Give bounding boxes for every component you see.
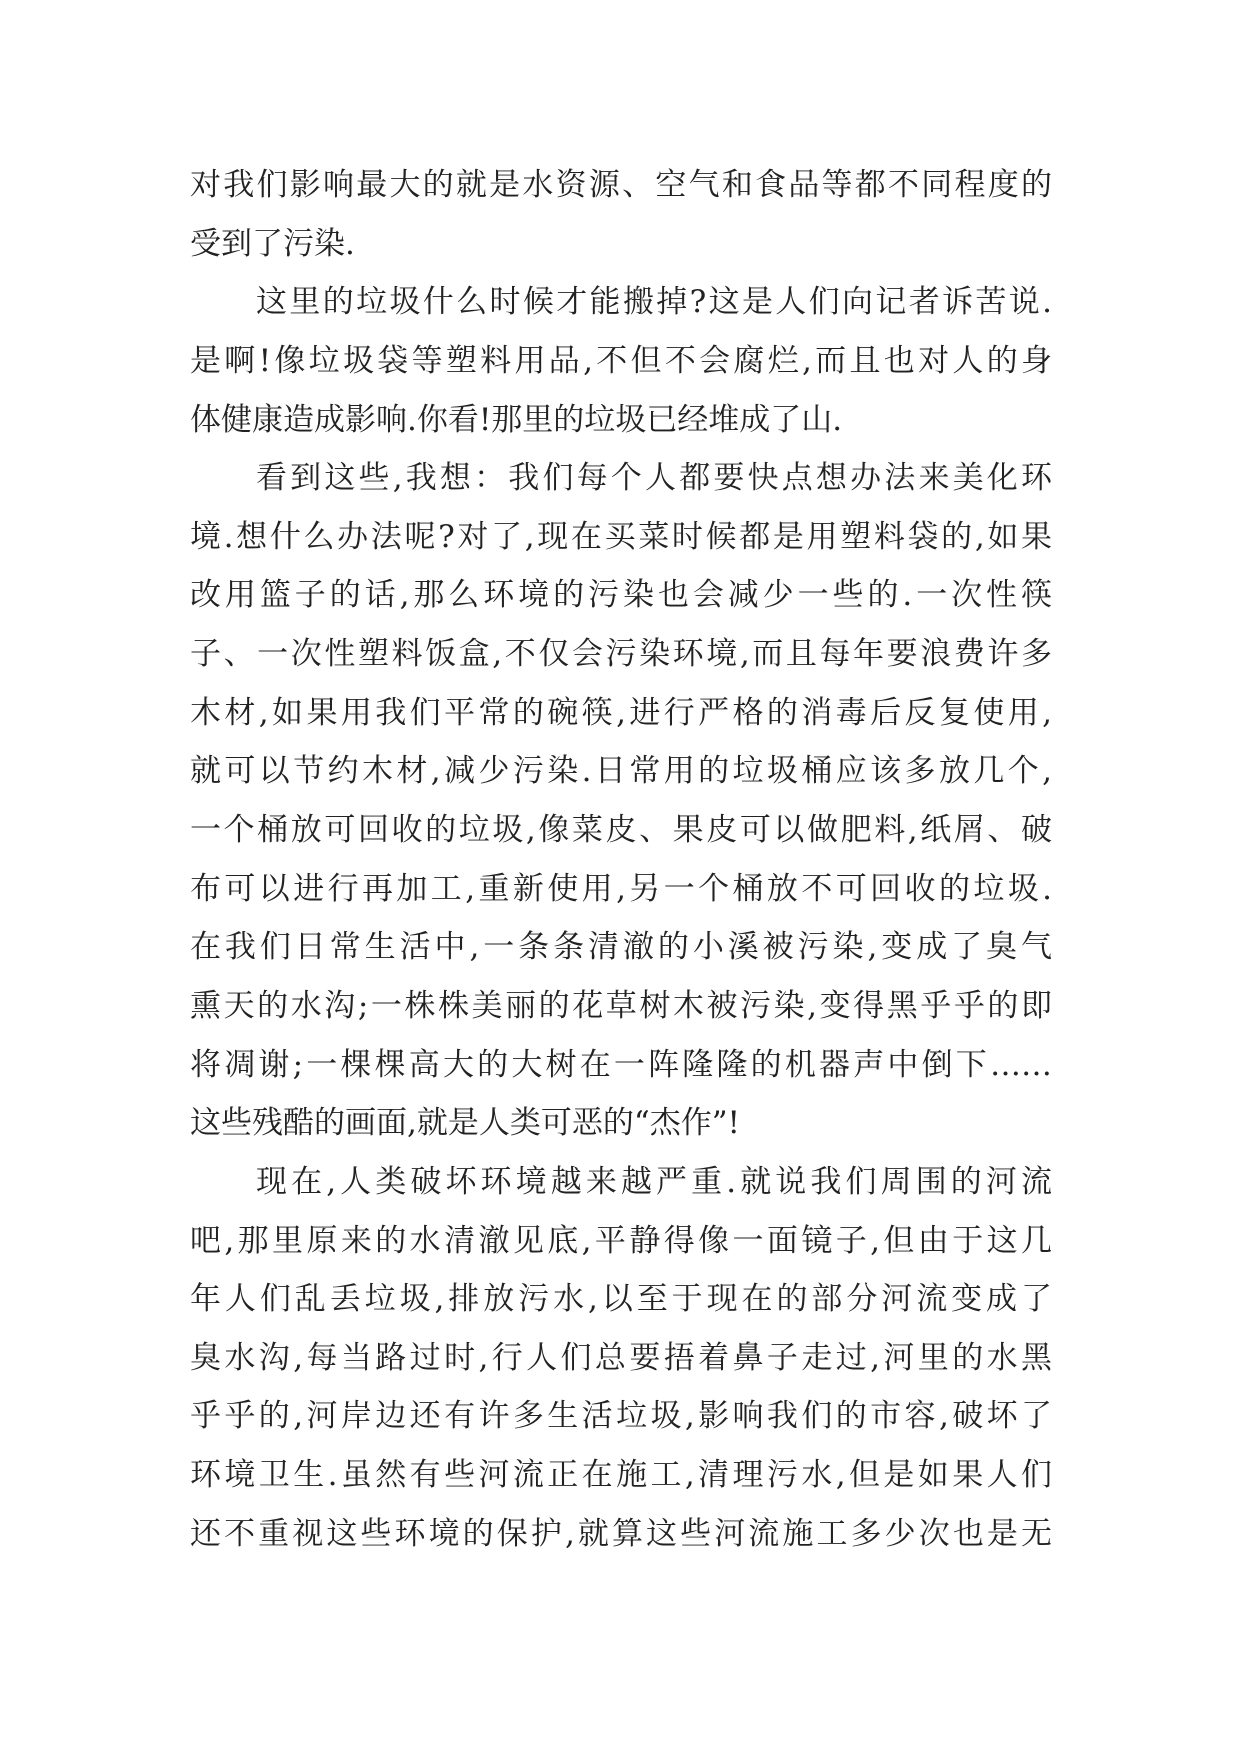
- text-line: 这些残酷的画面,就是人类可恶的“杰作”!: [190, 1105, 741, 1142]
- text-line: 熏天的水沟;一株株美丽的花草树木被污染,变得黑乎乎的即: [190, 987, 1052, 1024]
- text-line: 看到这些,我想：我们每个人都要快点想办法来美化环: [256, 460, 1052, 497]
- text-line: 环境卫生.虽然有些河流正在施工,清理污水,但是如果人们: [190, 1457, 1052, 1494]
- text-line: 改用篮子的话,那么环境的污染也会减少一些的.一次性筷: [190, 577, 1052, 614]
- text-line: 臭水沟,每当路过时,行人们总要捂着鼻子走过,河里的水黑: [190, 1339, 1052, 1376]
- text-line: 是啊!像垃圾袋等塑料用品,不但不会腐烂,而且也对人的身: [190, 342, 1052, 379]
- text-line: 在我们日常生活中,一条条清澈的小溪被污染,变成了臭气: [190, 929, 1052, 966]
- body-text: [190, 156, 1052, 1563]
- text-line: 对我们影响最大的就是水资源、空气和食品等都不同程度的: [190, 167, 1052, 203]
- paragraph: [190, 449, 1052, 1153]
- text-line: 就可以节约木材,减少污染.日常用的垃圾桶应该多放几个,: [190, 753, 1052, 790]
- text-line: 境.想什么办法呢?对了,现在买菜时候都是用塑料袋的,如果: [190, 518, 1052, 555]
- text-line: 布可以进行再加工,重新使用,另一个桶放不可回收的垃圾.: [190, 870, 1052, 907]
- text-line: 受到了污染.: [190, 225, 355, 262]
- text-line: 子、一次性塑料饭盒,不仅会污染环境,而且每年要浪费许多: [190, 636, 1052, 673]
- paragraph: [190, 273, 1052, 449]
- text-line: 年人们乱丢垃圾,排放污水,以至于现在的部分河流变成了: [190, 1281, 1052, 1318]
- paragraph: [190, 156, 1052, 273]
- text-line: 将凋谢;一棵棵高大的大树在一阵隆隆的机器声中倒下……: [190, 1046, 1052, 1083]
- text-line: 木材,如果用我们平常的碗筷,进行严格的消毒后反复使用,: [190, 694, 1052, 731]
- text-line: 体健康造成影响.你看!那里的垃圾已经堆成了山.: [190, 401, 843, 438]
- paragraph: [190, 1153, 1052, 1563]
- text-line: 一个桶放可回收的垃圾,像菜皮、果皮可以做肥料,纸屑、破: [190, 812, 1052, 849]
- text-line: 这里的垃圾什么时候才能搬掉?这是人们向记者诉苦说.: [256, 284, 1052, 321]
- text-line: 还不重视这些环境的保护,就算这些河流施工多少次也是无: [190, 1515, 1052, 1552]
- text-line: 乎乎的,河岸边还有许多生活垃圾,影响我们的市容,破坏了: [190, 1398, 1052, 1435]
- text-line: 现在,人类破坏环境越来越严重.就说我们周围的河流: [256, 1163, 1052, 1200]
- text-line: 吧,那里原来的水清澈见底,平静得像一面镜子,但由于这几: [190, 1222, 1052, 1259]
